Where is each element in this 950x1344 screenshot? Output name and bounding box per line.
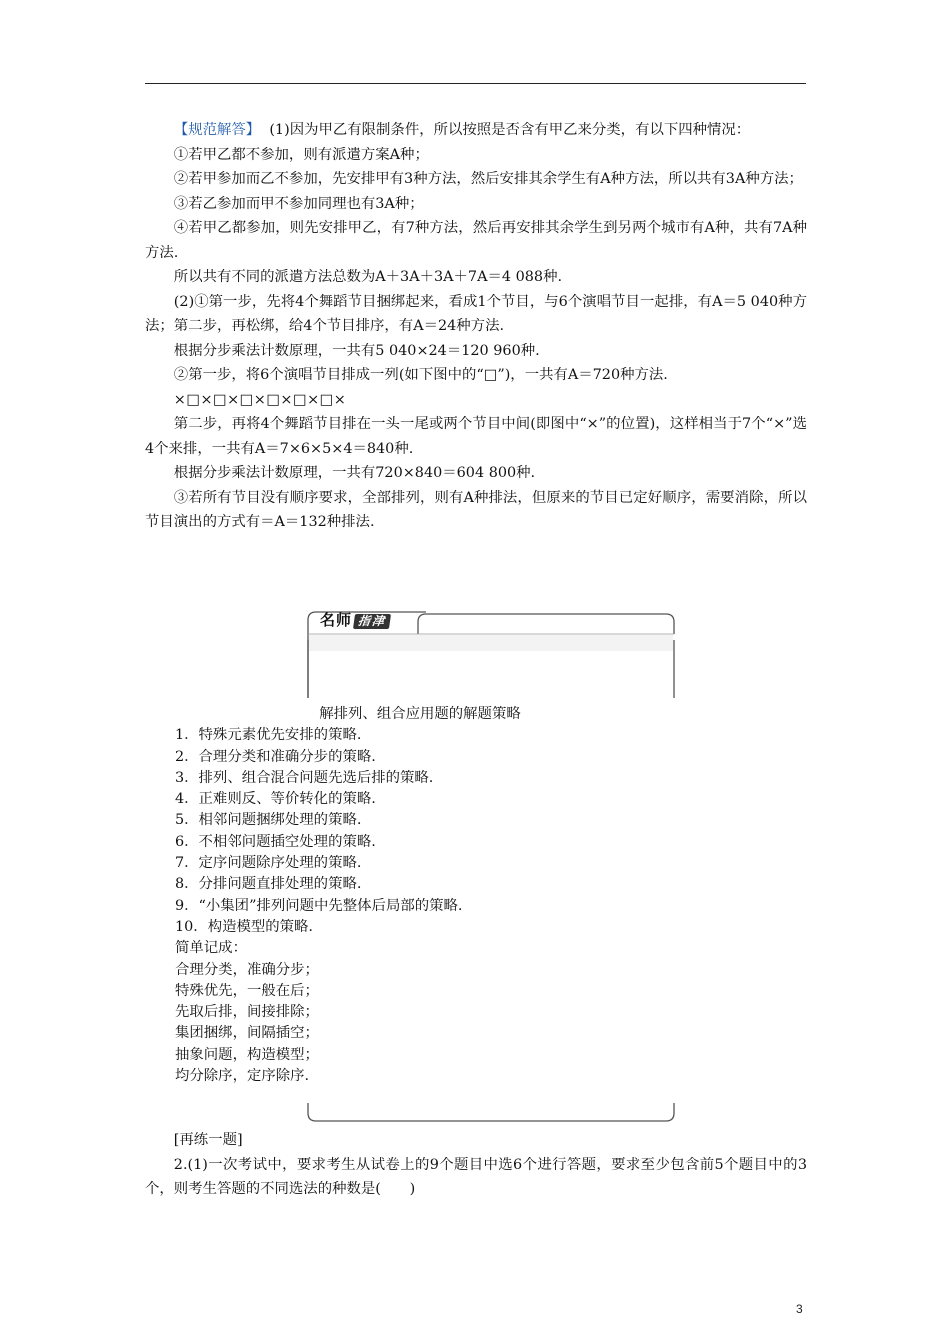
solution-intro: 【规范解答】 (1)因为甲乙有限制条件，所以按照是否含有甲乙来分类，有以下四种情况：	[173, 122, 751, 138]
part2-step2: ②第一步，将6个演唱节目排成一列(如下图中的“□”)，一共有A＝720种方法.	[173, 367, 668, 383]
solution-case-3: ③若乙参加而甲不参加同理也有3A种；	[173, 195, 424, 212]
tips-box-bottom	[306, 1101, 676, 1123]
part2-step2b: 第二步，再将4个舞蹈节目排在一头一尾或两个节目中间(即图中“×”的位置)，这样相当于7个“×”选4个来排，一共有A＝7×6×5×4＝840种.	[145, 416, 807, 457]
practice-question: 2.(1)一次考试中，要求考生从试卷上的9个题目中选6个进行答题，要求至少包含前5个题目中的3个，则考生答题的不同选法的种数是( )	[145, 1156, 807, 1197]
solution-case-2: ②若甲参加而乙不参加，先安排甲有3种方法，然后安排其余学生有A种方法，所以共有3A种方法；	[173, 171, 803, 187]
part2-step1: (2)①第一步，先将4个舞蹈节目捆绑起来，看成1个节目，与6个演唱节目一起排，有A＝5 040种方法；第二步，再松绑，给4个节目排序，有A＝24种方法.	[145, 293, 807, 334]
strategy-item: 1．特殊元素优先安排的策略.	[175, 727, 362, 744]
memo-line: 合理分类，准确分步；	[175, 961, 319, 978]
practice-section	[145, 1128, 807, 1202]
part2-result2: 根据分步乘法计数原理，一共有720×840＝604 800种.	[173, 465, 536, 481]
strategy-item: 6．不相邻问题插空处理的策略.	[175, 833, 376, 850]
strategy-item: 8．分排问题直排处理的策略.	[175, 876, 362, 893]
tips-box	[306, 610, 676, 700]
page-number: 3	[796, 1302, 803, 1316]
memo-title: 简单记成：	[175, 940, 247, 957]
memo-line: 特殊优先，一般在后；	[175, 982, 319, 999]
strategy-item: 5．相邻问题捆绑处理的策略.	[175, 812, 362, 829]
strategy-item: 4．正难则反、等价转化的策略.	[175, 791, 376, 808]
solution-total: 所以共有不同的派遣方法总数为A＋3A＋3A＋7A＝4 088种.	[173, 269, 563, 285]
memo-line: 抽象问题，构造模型；	[175, 1046, 319, 1063]
tips-label: 名师 指津	[320, 610, 390, 630]
memo-line: 集团捆绑，间隔插空；	[175, 1025, 319, 1042]
strategy-item: 7．定序问题除序处理的策略.	[175, 855, 362, 872]
memo-line: 先取后排，间接排除；	[175, 1004, 319, 1021]
strategy-list	[175, 704, 695, 1087]
tips-label-badge: 指津	[353, 614, 391, 629]
practice-heading: [再练一题]	[173, 1132, 243, 1148]
solution-tag: 【规范解答】	[173, 122, 261, 138]
solution-section	[145, 118, 807, 535]
slot-diagram: ×□×□×□×□×□×□×	[173, 391, 347, 408]
solution-case-1: ①若甲乙都不参加，则有派遣方案A种；	[173, 146, 429, 163]
strategy-item: 9．“小集团”排列问题中先整体后局部的策略.	[175, 897, 463, 914]
solution-case-4: ④若甲乙都参加，则先安排甲乙，有7种方法，然后再安排其余学生到另两个城市有A种，共有7A种方法.	[145, 220, 807, 261]
strategy-item: 2．合理分类和准确分步的策略.	[175, 748, 376, 765]
part2-step3: ③若所有节目没有顺序要求，全部排列，则有A种排法，但原来的节目已定好顺序，需要消除，所以节目演出的方式有＝A＝132种排法.	[145, 489, 807, 530]
part2-result1: 根据分步乘法计数原理，一共有5 040×24＝120 960种.	[173, 342, 540, 359]
memo-line: 均分除序，定序除序.	[175, 1068, 310, 1085]
strategy-item: 10．构造模型的策略.	[175, 918, 314, 935]
tips-box-bottom-frame	[306, 1101, 676, 1123]
strategy-item: 3．排列、组合混合问题先选后排的策略.	[175, 769, 434, 786]
header-rule	[145, 83, 806, 84]
strategy-heading: 解排列、组合应用题的解题策略	[319, 706, 521, 722]
